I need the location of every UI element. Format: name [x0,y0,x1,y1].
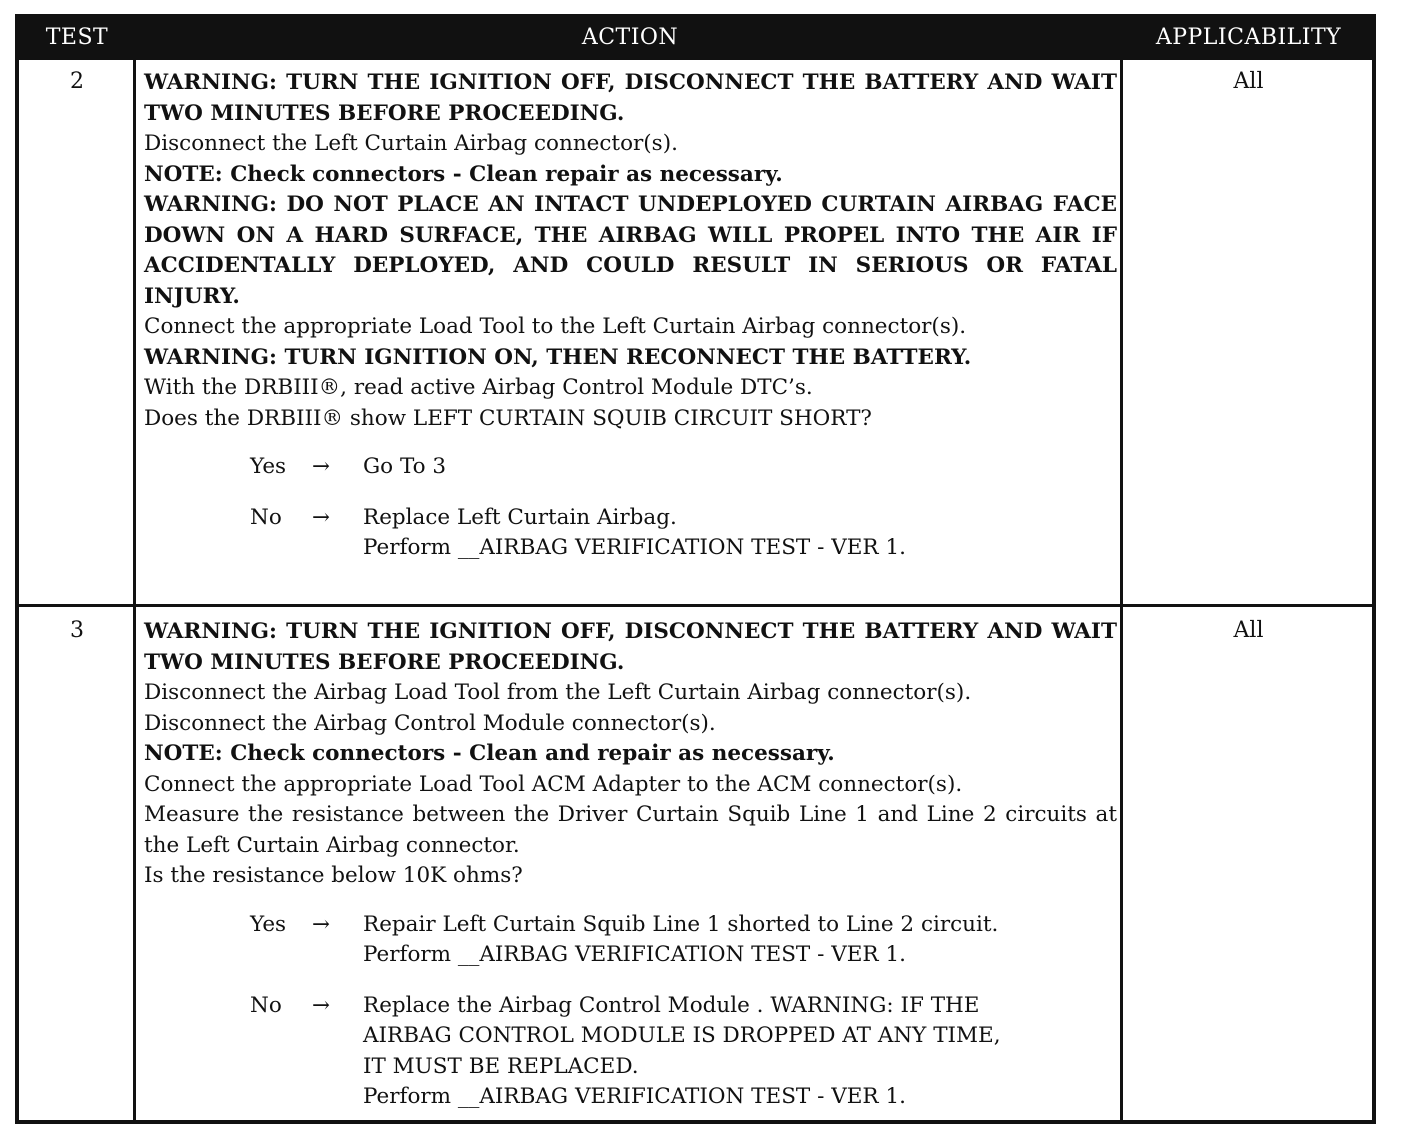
warning-text: WARNING: TURN IGNITION ON, THEN RECONNECT THE BATTERY. [144,344,972,370]
option-text: Replace Left Curtain Airbag. [363,504,677,530]
header-test: TEST [45,25,109,50]
header-action: ACTION [581,25,679,50]
option-no [144,991,1117,1113]
option-text: Replace the Airbag Control Module . WARNING: IF THE [363,992,980,1018]
question-text: Is the resistance below 10K ohms? [144,863,523,888]
option-text: Perform __AIRBAG VERIFICATION TEST - VER 1. [363,535,906,560]
applicability-value: All [1233,618,1264,643]
step-text: With the DRBIII®, read active Airbag Control Module DTC’s. [144,375,813,400]
action-cell [144,68,1117,564]
option-no [144,503,1117,564]
option-yes [144,452,1117,483]
step-text: Disconnect the Left Curtain Airbag connector(s). [144,131,678,156]
applicability-value: All [1233,69,1264,94]
question-text: Does the DRBIII® show LEFT CURTAIN SQUIB CIRCUIT SHORT? [144,405,872,431]
warning-text: WARNING: TURN THE IGNITION OFF, DISCONNECT THE BATTERY AND WAIT TWO MINUTES BEFORE PROCEEDING. [144,70,1117,126]
test-number: 3 [70,618,84,643]
column-divider [1120,18,1123,1120]
arrow-icon: → [312,454,331,479]
arrow-icon: → [312,504,331,530]
option-label: No [250,992,282,1018]
option-text: Go To 3 [363,454,447,479]
step-text: Connect the appropriate Load Tool to the Left Curtain Airbag connector(s). [144,314,967,339]
option-text: Repair Left Curtain Squib Line 1 shorted to Line 2 circuit. [363,911,999,937]
header-applicability: APPLICABILITY [1155,25,1342,50]
option-label: No [250,504,282,530]
option-text: AIRBAG CONTROL MODULE IS DROPPED AT ANY TIME, [363,1023,1001,1048]
option-text: Perform __AIRBAG VERIFICATION TEST - VER 1. [363,942,906,967]
option-text: IT MUST BE REPLACED. [363,1053,639,1079]
row-divider [19,604,1372,607]
option-label: Yes [250,911,287,937]
step-text: Disconnect the Airbag Load Tool from the Left Curtain Airbag connector(s). [144,680,972,705]
arrow-icon: → [312,992,331,1018]
diagnostic-test-table [15,14,1376,1124]
step-text: Measure the resistance between the Driver Curtain Squib Line 1 and Line 2 circuits at the Left Curtain Airbag connector. [144,802,1117,858]
arrow-icon: → [312,911,331,937]
option-label: Yes [250,454,287,479]
note-text: NOTE: Check connectors - Clean repair as necessary. [144,161,783,187]
step-text: Disconnect the Airbag Control Module connector(s). [144,710,716,736]
test-number: 2 [70,69,84,94]
column-divider [133,18,136,1120]
table-header [19,18,1372,60]
warning-text: WARNING: DO NOT PLACE AN INTACT UNDEPLOYED CURTAIN AIRBAG FACE DOWN ON A HARD SURFACE, THE AIRBAG WILL PROPEL INTO THE AIR IF ACCIDENTALLY DEPLOYED, AND COULD RESULT IN SERIOUS OR FATAL INJURY. [144,192,1117,309]
option-text: Perform __AIRBAG VERIFICATION TEST - VER 1. [363,1084,906,1109]
step-text: Connect the appropriate Load Tool ACM Adapter to the ACM connector(s). [144,771,963,797]
option-yes [144,910,1117,971]
warning-text: WARNING: TURN THE IGNITION OFF, DISCONNECT THE BATTERY AND WAIT TWO MINUTES BEFORE PROCEEDING. [144,619,1117,675]
action-cell [144,617,1117,1113]
note-text: NOTE: Check connectors - Clean and repair as necessary. [144,741,835,766]
